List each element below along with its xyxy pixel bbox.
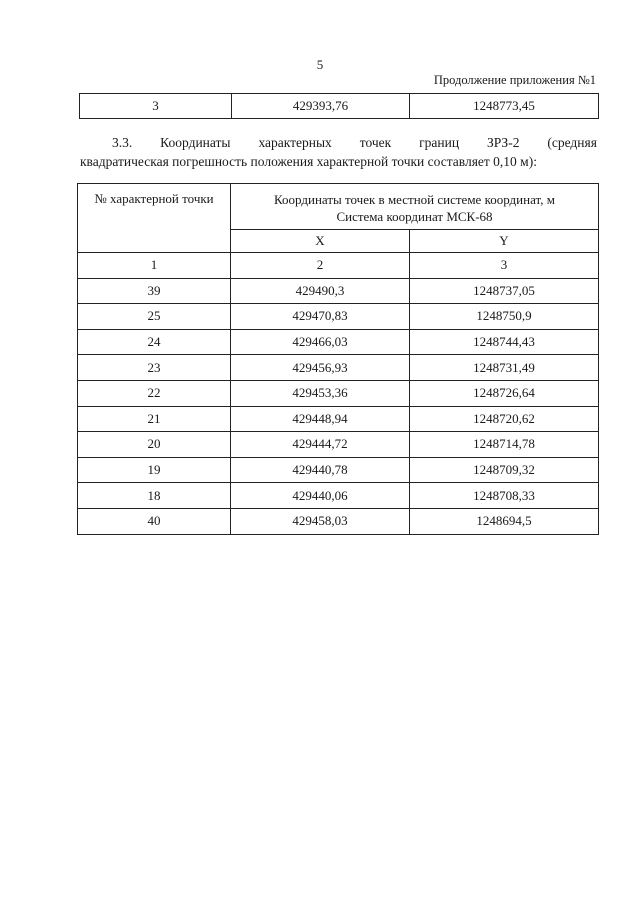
previous-coordinates-table — [79, 93, 599, 119]
x-cell: 429448,94 — [231, 406, 410, 432]
header-coordinates — [231, 184, 599, 230]
table-header-row — [78, 184, 599, 230]
x-cell: 429444,72 — [231, 432, 410, 458]
point-cell: 23 — [78, 355, 231, 381]
section-word: характерных — [258, 135, 332, 150]
y-cell: 1248750,9 — [410, 304, 599, 330]
x-cell: 429458,03 — [231, 508, 410, 534]
y-cell: 1248726,64 — [410, 380, 599, 406]
index-cell: 2 — [231, 253, 410, 279]
section-heading-line1 — [80, 133, 597, 152]
table-row — [78, 406, 599, 432]
table-row — [78, 329, 599, 355]
coordinates-table — [77, 183, 599, 535]
section-heading — [80, 133, 597, 171]
x-cell: 429440,06 — [231, 483, 410, 509]
y-cell: 1248708,33 — [410, 483, 599, 509]
table-row — [78, 457, 599, 483]
x-cell: 429453,36 — [231, 380, 410, 406]
section-number: 3.3. — [112, 135, 133, 150]
header-x: X — [231, 230, 410, 253]
table-row — [78, 508, 599, 534]
point-cell: 18 — [78, 483, 231, 509]
point-cell: 24 — [78, 329, 231, 355]
x-cell: 429490,3 — [231, 278, 410, 304]
point-cell: 22 — [78, 380, 231, 406]
section-word: Координаты — [160, 135, 231, 150]
y-cell: 1248714,78 — [410, 432, 599, 458]
table-row — [78, 278, 599, 304]
point-cell: 19 — [78, 457, 231, 483]
x-cell: 429466,03 — [231, 329, 410, 355]
header-y: Y — [410, 230, 599, 253]
table-row — [78, 355, 599, 381]
table-row — [78, 432, 599, 458]
point-cell: 25 — [78, 304, 231, 330]
header-coordinates-line1: Координаты точек в местной системе координат, м — [274, 192, 555, 207]
section-word: ЗРЗ-2 — [487, 135, 520, 150]
point-cell: 40 — [78, 508, 231, 534]
section-heading-line2: квадратическая погрешность положения характерной точки составляет 0,10 м): — [80, 154, 537, 169]
index-cell: 3 — [410, 253, 599, 279]
section-word: (средняя — [547, 135, 597, 150]
point-cell: 3 — [80, 94, 232, 119]
table-row — [80, 94, 599, 119]
point-cell: 39 — [78, 278, 231, 304]
x-cell: 429456,93 — [231, 355, 410, 381]
y-cell: 1248694,5 — [410, 508, 599, 534]
y-cell: 1248720,62 — [410, 406, 599, 432]
header-coordinates-line2: Система координат МСК-68 — [336, 209, 493, 224]
table-row — [78, 483, 599, 509]
table-row — [78, 304, 599, 330]
y-cell: 1248737,05 — [410, 278, 599, 304]
section-word: границ — [419, 135, 460, 150]
y-cell: 1248773,45 — [410, 94, 599, 119]
point-cell: 21 — [78, 406, 231, 432]
index-cell: 1 — [78, 253, 231, 279]
y-cell: 1248709,32 — [410, 457, 599, 483]
y-cell: 1248731,49 — [410, 355, 599, 381]
x-cell: 429470,83 — [231, 304, 410, 330]
table-row — [78, 380, 599, 406]
header-point-number: № характерной точки — [78, 184, 231, 253]
y-cell: 1248744,43 — [410, 329, 599, 355]
page-number: 5 — [316, 57, 324, 72]
x-cell: 429440,78 — [231, 457, 410, 483]
x-cell: 429393,76 — [232, 94, 410, 119]
point-cell: 20 — [78, 432, 231, 458]
appendix-continuation-note: Продолжение приложения №1 — [433, 73, 596, 87]
section-word: точек — [359, 135, 392, 150]
column-index-row — [78, 253, 599, 279]
